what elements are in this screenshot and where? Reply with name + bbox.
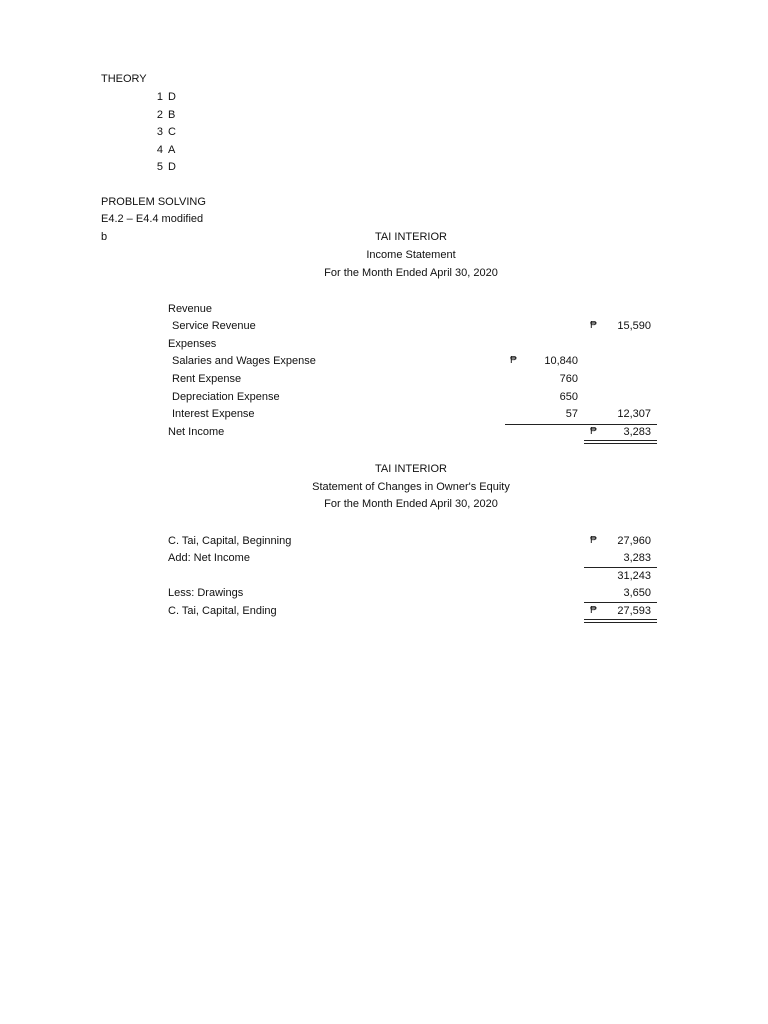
underline-rule xyxy=(584,567,657,568)
problem-part-label: b xyxy=(101,231,108,243)
revenue-label: Revenue xyxy=(168,303,213,315)
double-underline-rule xyxy=(584,440,657,444)
equity-statement-period: For the Month Ended April 30, 2020 xyxy=(324,498,498,510)
theory-heading: THEORY xyxy=(101,73,147,85)
capital-ending-label: C. Tai, Capital, Ending xyxy=(168,605,277,617)
expense-amount: 57 xyxy=(565,408,578,420)
capital-beginning-label: C. Tai, Capital, Beginning xyxy=(168,535,292,547)
peso-sign: ₱ xyxy=(590,426,597,437)
income-statement-period: For the Month Ended April 30, 2020 xyxy=(324,267,498,279)
answer-letter: A xyxy=(168,144,176,156)
answer-number: 2 xyxy=(156,109,163,121)
peso-sign: ₱ xyxy=(590,320,597,331)
peso-sign: ₱ xyxy=(510,355,517,366)
service-revenue-amount: 15,590 xyxy=(617,320,651,332)
expense-amount: 760 xyxy=(559,373,578,385)
peso-sign: ₱ xyxy=(590,605,597,616)
total-expenses-amount: 12,307 xyxy=(617,408,651,420)
expense-label: Rent Expense xyxy=(172,373,242,385)
answer-letter: C xyxy=(168,126,176,138)
expense-amount: 10,840 xyxy=(544,355,578,367)
answer-number: 5 xyxy=(156,161,163,173)
answer-number: 4 xyxy=(156,144,163,156)
income-statement-company: TAI INTERIOR xyxy=(375,231,447,243)
expense-label: Interest Expense xyxy=(172,408,255,420)
equity-subtotal-amount: 31,243 xyxy=(617,570,651,582)
peso-sign: ₱ xyxy=(590,535,597,546)
less-drawings-label: Less: Drawings xyxy=(168,587,244,599)
equity-statement-company: TAI INTERIOR xyxy=(375,463,447,475)
expense-label: Depreciation Expense xyxy=(172,391,280,403)
capital-beginning-amount: 27,960 xyxy=(617,535,651,547)
double-underline-rule xyxy=(584,619,657,623)
answer-number: 1 xyxy=(156,91,163,103)
answer-letter: D xyxy=(168,91,176,103)
capital-ending-amount: 27,593 xyxy=(617,605,651,617)
answer-number: 3 xyxy=(156,126,163,138)
underline-rule xyxy=(584,602,657,603)
answer-letter: D xyxy=(168,161,176,173)
less-drawings-amount: 3,650 xyxy=(623,587,651,599)
expenses-label: Expenses xyxy=(168,338,217,350)
service-revenue-label: Service Revenue xyxy=(172,320,256,332)
equity-statement-title: Statement of Changes in Owner's Equity xyxy=(312,481,510,493)
income-statement-title: Income Statement xyxy=(366,249,456,261)
expense-amount: 650 xyxy=(559,391,578,403)
problem-heading: PROBLEM SOLVING xyxy=(101,196,206,208)
add-net-income-label: Add: Net Income xyxy=(168,552,250,564)
problem-reference: E4.2 – E4.4 modified xyxy=(101,213,204,225)
answer-letter: B xyxy=(168,109,176,121)
expense-label: Salaries and Wages Expense xyxy=(172,355,316,367)
add-net-income-amount: 3,283 xyxy=(623,552,651,564)
net-income-amount: 3,283 xyxy=(623,426,651,438)
net-income-label: Net Income xyxy=(168,426,225,438)
